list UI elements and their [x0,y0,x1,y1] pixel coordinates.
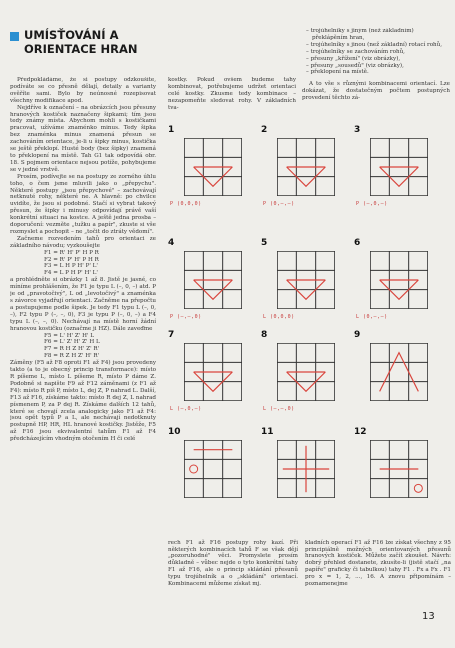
formula-line: F6 = L' Z' H' Z' H L [44,339,100,346]
figure-number: 9 [354,330,361,340]
cube-face-diagram [277,138,335,196]
text-column-1 [10,77,156,612]
figure-number: 7 [168,330,175,340]
paragraph: Záměny (F5 až F8 oproti F1 až F4) jsou provedeny takto (a to je obecný princip transformace): místo R píšeme L, místo L píšeme R, místo P dáme Z. Podobně si napište F9 až F12 záměnami (z F1 až F4): místo R piš P, místo L, dej Z, P nahrad L. Další, F13 až F16, získáme takto: místo R dej Z, L nahraď písmenem P, za P dej R. Získáme dalších 12 tahů, které se chovají zcela analogicky jako F1 až F4: jsou opět typů P a L, ale nechávají nedotknuty postupně HP, HR, HL hranové kostičky. Jistěže, F5 až F16 jsou ekvivalentní tahům F1 až F4 předcházejícím vhodným otočením H či celé [10,360,156,443]
cube-face-diagram [277,440,335,498]
figure-caption: L (0,–,–) [356,314,388,320]
figure-number: 5 [261,238,268,248]
paragraph: Začneme rozvedením tahů pro orientaci ze základního návodu; vyzkoušejte [10,235,156,249]
flip-marker [190,465,198,473]
list-item: – přesuny „sousedů" (viz obrázky), [306,62,404,69]
paragraph: kladních operací F1 až F16 lze získat všechny z 95 principiálně možných orientovaných přesunů hranových kostiček. Můžete začít zkoušet. Návrh: dobrý přehled dostanete, zkusíte-li (jistě stačí „na papíře" graficky či tabulkou) tahy F1 . Fx a Fx . F1 pro x = 1, 2, ..., 16. A znovu připomínám – poznamenejme [305,539,451,588]
paragraph: A to vše s různými kombinacemi orientací. Lze dokázat, že dostatečným počtem postupných provedení těchto zá- [302,81,450,102]
formula-line: F3 = L H P H' P' L' [44,263,98,270]
cube-face-diagram [370,440,428,498]
cube-face-diagram [370,343,428,401]
list-item: – trojúhelníky s jinou (než základní) rotací rohů, [306,41,443,48]
figure-caption: P (0,0,0) [170,201,202,207]
list-item: – trojúhelníky s jiným (než základním) překlápěním hran, [306,28,414,41]
paragraph: a prohlédněte si obrázky 1 až 8. Jistě je jasné, co míníme prohlášením, že F1 je typu L (–, 0, –) atd. P je od „pravotočivý", L od „levotočivý" a znaménka s závorce vyjadřují orientaci. Začněme na přepočtu a postupujeme podle šipek. Je tedy F1 typu L (–, 0, –), F2 typu P (–, –, 0), F3 je typu P (–, 0, –) a F4 typu L (–, –, 0). Nechávají na místě horní žádní hranovou kostičku (označme ji HZ). Dále zaveďme [10,277,156,332]
list-item: – trojúhelníky se zachováním rohů, [306,48,405,55]
paragraph: kostky. Pokud ovšem budeme tahy kombinovat, potřebujeme udržet orientaci celé kostky. Zkusme tedy kombinace – nezapomeňte sledovat rohy. V základních tva- [168,77,296,111]
formula-line: F1 = R' H' P' H P R [44,249,99,256]
text-column-2 [168,77,296,135]
figure-number: 6 [354,238,361,248]
paragraph: Nejdříve k označení – na obrázcích jsou přesuny hranových kostiček naznačeny šipkami; tím jsou tedy známy místa. Abychom mohli s kostičkami pracovat, užíváme znaménko minus. Tedy šipka bez znaménka minus znamená přesun se zachováním orientace, je-li u šipky minus, kostička se ještě překlopí. Husté body (bez šipky) znamená to překlopení na místě. Tah G1 tak odpovídá obr. 18. S pojmem orientace nejsou potíže, pohybujeme se v jedné vrstvě. [10,104,156,173]
cube-face-diagram [184,251,242,309]
figure-number: 8 [261,330,268,340]
figure-number: 11 [261,427,274,437]
cube-face-diagram [184,440,242,498]
formula-line: F5 = L' H' Z' H' L [44,332,95,339]
figure-number: 3 [354,125,361,135]
figure-caption: P (–,–,0) [170,314,202,320]
paragraph: rech F1 až F16 postupy rohy kazí. Při některých kombinacích tahů F se však dějí „pozoruhodné" věci. Promyslete prosím důkladně – vůbec nejde o tyto konkrétní tahy F1 až F16, ale o princip skládání přesunů typu trojúhelník a o „skládání" orientací. Kombinacemi můžeme získat mj. [168,539,298,588]
figure-caption: L (–,–,0) [263,406,295,412]
cube-face-diagram [370,251,428,309]
cube-face-diagram [370,138,428,196]
figure-number: 10 [168,427,181,437]
formula-line: F4 = L P H P' H' L' [44,270,98,277]
figure-number: 1 [168,125,175,135]
figure-number: 2 [261,125,268,135]
article-heading: UMÍSŤOVÁNÍ A ORIENTACE HRAN [24,28,138,56]
list-item: – překlopení na místě. [306,69,369,76]
cube-face-diagram [277,251,335,309]
figure-number: 12 [354,427,367,437]
formula-line: F2 = R' P' H' P H R [44,256,99,263]
figure-caption: L (0,0,0) [263,314,295,320]
text-column-bottom-2 [305,534,451,600]
list-item: – přesuny „křížení" (viz obrázky), [306,55,401,62]
formula-line: F7 = R H Z H' Z' R' [44,346,100,353]
page-number: 13 [422,611,435,622]
flip-marker [414,484,422,492]
text-column-bottom-1 [168,534,298,600]
paragraph: Prosím, podívejte se na postupy ze zorného úhlu toho, o čem jsme mluvili jako o „přepychu". Některé postupy „jsou přepychové" – zachovávají netknuté rohy, některé ne. A hlavně: po chvilce uvidíte, že jsou si podobné. Stačí si vybrat takový přesun, že šipky i minusy odpovídají právě vaší konkrétní situaci na kostce. A ještě jedna prosba – doporučení: vezměte „tužku a papír", zkuste si vše rozmyslet a pochopit – ne „točit do ztráty vědomí". [10,173,156,235]
text-column-3 [302,28,450,153]
move-arrow [380,353,419,392]
cube-face-diagram [184,343,242,401]
heading-bullet [10,32,19,41]
cube-face-diagram [184,138,242,196]
figure-caption: L (–,0,–) [170,406,202,412]
formula-line: F8 = R Z H Z' H' R' [44,353,100,360]
cube-face-diagram [277,343,335,401]
figure-caption: P (0,–,–) [263,201,295,207]
figure-number: 4 [168,238,175,248]
paragraph: Předpokládáme, že si postupy odzkoušíte, podíváte se co přesně dělají, detaily a varianty ověříte sami. Bylo by neúnosné rozepisovat všechny modifikace apod. [10,77,156,104]
figure-caption: P (–,0,–) [356,201,388,207]
